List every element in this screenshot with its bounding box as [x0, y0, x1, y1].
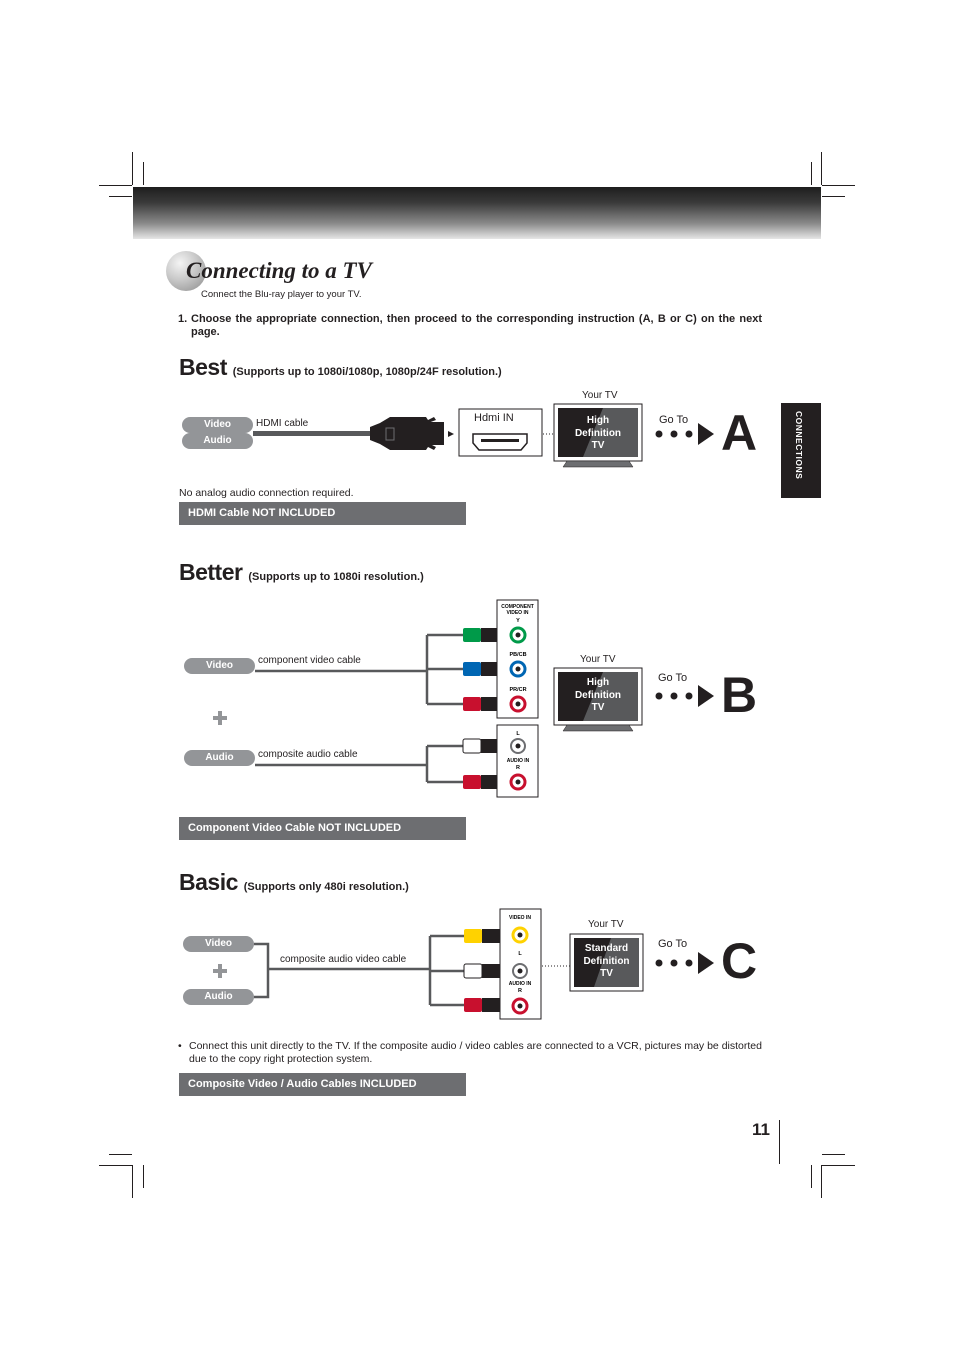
side-tab-label: CONNECTIONS	[794, 411, 804, 480]
page-number: 11	[752, 1120, 770, 1139]
basic-goto-label: Go To	[658, 938, 688, 950]
footnote	[178, 1040, 762, 1065]
better-target-letter: B	[721, 667, 758, 723]
tv-stand	[563, 461, 633, 467]
jack-r-label: R	[518, 988, 522, 994]
jack-r-label: R	[516, 765, 520, 771]
basic-cable-label: composite audio video cable	[280, 954, 407, 965]
hdmi-port-slot	[481, 439, 519, 442]
better-audio-pill: Audio	[184, 750, 255, 766]
basic-included-bar: Composite Video / Audio Cables INCLUDED	[179, 1073, 466, 1096]
basic-goto-arrow	[654, 951, 716, 975]
side-tab	[781, 403, 821, 498]
comp-header-2: VIDEO IN	[506, 610, 529, 616]
best-included-bar: HDMI Cable NOT INCLUDED	[179, 502, 466, 525]
best-support: (Supports up to 1080i/1080p, 1080p/24F resolution.)	[232, 366, 502, 378]
page-number-rule	[779, 1120, 780, 1164]
crop-mark	[109, 1154, 132, 1155]
basic-your-tv-label: Your TV	[588, 919, 624, 930]
tv-label-line: Definition	[574, 427, 622, 439]
better-your-tv-label: Your TV	[580, 654, 616, 665]
better-tv-label	[558, 677, 638, 715]
crop-mark	[822, 1154, 845, 1155]
tv-label-line: Standard	[584, 943, 629, 954]
crop-mark	[822, 185, 855, 186]
tv-label-line: TV	[600, 968, 613, 979]
footnote-text: Connect this unit directly to the TV. If the composite audio / video cables are connected to a VCR, pictures may be distorted due to the copy right protection system.	[189, 1040, 762, 1065]
best-audio-pill: Audio	[182, 433, 253, 449]
step-number: 1.	[178, 313, 188, 325]
crop-mark	[99, 185, 132, 186]
crop-mark	[143, 1165, 144, 1188]
best-video-pill: Video	[182, 417, 253, 433]
best-heading	[179, 354, 502, 381]
jack-l-label: L	[518, 951, 522, 957]
tv-label-line: Definition	[583, 955, 630, 967]
basic-tv-label	[571, 943, 642, 981]
best-goto-label: Go To	[659, 414, 689, 426]
hdmi-port-label: Hdmi IN	[474, 412, 514, 424]
component-cable-lines	[255, 635, 465, 704]
crop-mark	[811, 1165, 812, 1188]
crop-mark	[109, 196, 132, 197]
crop-mark	[143, 162, 144, 185]
step-text: Choose the appropriate connection, then proceed to the corresponding instruction (A, B or C) on the next page.	[191, 313, 762, 338]
plus-icon	[213, 964, 227, 978]
video-in-label: VIDEO IN	[509, 915, 531, 921]
jack-pb-label: PB/CB	[509, 652, 527, 658]
best-title: Best	[179, 354, 227, 380]
audio-cable-lines	[255, 746, 465, 782]
jack-l-label: L	[516, 731, 520, 737]
crop-mark	[821, 1165, 822, 1198]
better-audio-cable-label: composite audio cable	[258, 749, 358, 760]
step-instruction	[178, 313, 762, 339]
jack-pr-label: PR/CR	[509, 687, 527, 693]
crop-mark	[811, 162, 812, 185]
footnote-bullet: •	[178, 1040, 182, 1052]
better-video-pill: Video	[184, 658, 255, 674]
comp-header-1: COMPONENT	[501, 604, 534, 610]
tv-label-line: TV	[591, 440, 605, 451]
basic-audio-pill: Audio	[183, 989, 254, 1005]
audio-in-label: AUDIO IN	[506, 758, 530, 764]
basic-target-letter: C	[721, 933, 758, 989]
tv-label-line: Definition	[574, 689, 622, 701]
best-tv-label	[558, 415, 638, 453]
tv-label-line: TV	[591, 702, 605, 713]
crop-mark	[99, 1165, 132, 1166]
basic-heading	[179, 869, 409, 896]
basic-video-pill: Video	[183, 936, 254, 952]
best-your-tv-label: Your TV	[582, 390, 618, 401]
better-goto-arrow	[654, 684, 716, 708]
better-video-cable-label: component video cable	[258, 655, 361, 666]
basic-bracket	[254, 944, 268, 997]
basic-connection-diagram	[200, 905, 580, 1025]
better-support: (Supports up to 1080i resolution.)	[248, 571, 424, 583]
hdmi-cable-line	[253, 431, 373, 436]
page-subtitle: Connect the Blu-ray player to your TV.	[201, 289, 362, 300]
hdmi-plug-tip	[426, 422, 444, 445]
best-goto-arrow	[654, 422, 716, 446]
tv-label-line: High	[586, 677, 610, 688]
crop-mark	[132, 152, 133, 185]
better-heading	[179, 559, 424, 586]
jack-y-label: Y	[516, 618, 520, 624]
basic-cable-lines	[268, 936, 465, 1005]
better-goto-label: Go To	[658, 672, 688, 684]
better-title: Better	[179, 559, 243, 585]
best-target-letter: A	[721, 405, 758, 461]
better-included-bar: Component Video Cable NOT INCLUDED	[179, 817, 466, 840]
better-connection-diagram	[205, 595, 550, 805]
basic-support: (Supports only 480i resolution.)	[243, 881, 409, 893]
crop-mark	[821, 152, 822, 185]
best-note: No analog audio connection required.	[179, 487, 354, 499]
plus-icon	[213, 711, 227, 725]
page-title: Connecting to a TV	[186, 258, 372, 283]
best-cable-label: HDMI cable	[256, 418, 309, 429]
hdmi-plug-arrow	[448, 431, 454, 437]
header-bar	[133, 187, 821, 239]
crop-mark	[822, 1165, 855, 1166]
audio-in-label: AUDIO IN	[508, 981, 532, 987]
crop-mark	[822, 196, 845, 197]
crop-mark	[132, 1165, 133, 1198]
basic-title: Basic	[179, 869, 238, 895]
tv-label-line: High	[586, 415, 610, 426]
